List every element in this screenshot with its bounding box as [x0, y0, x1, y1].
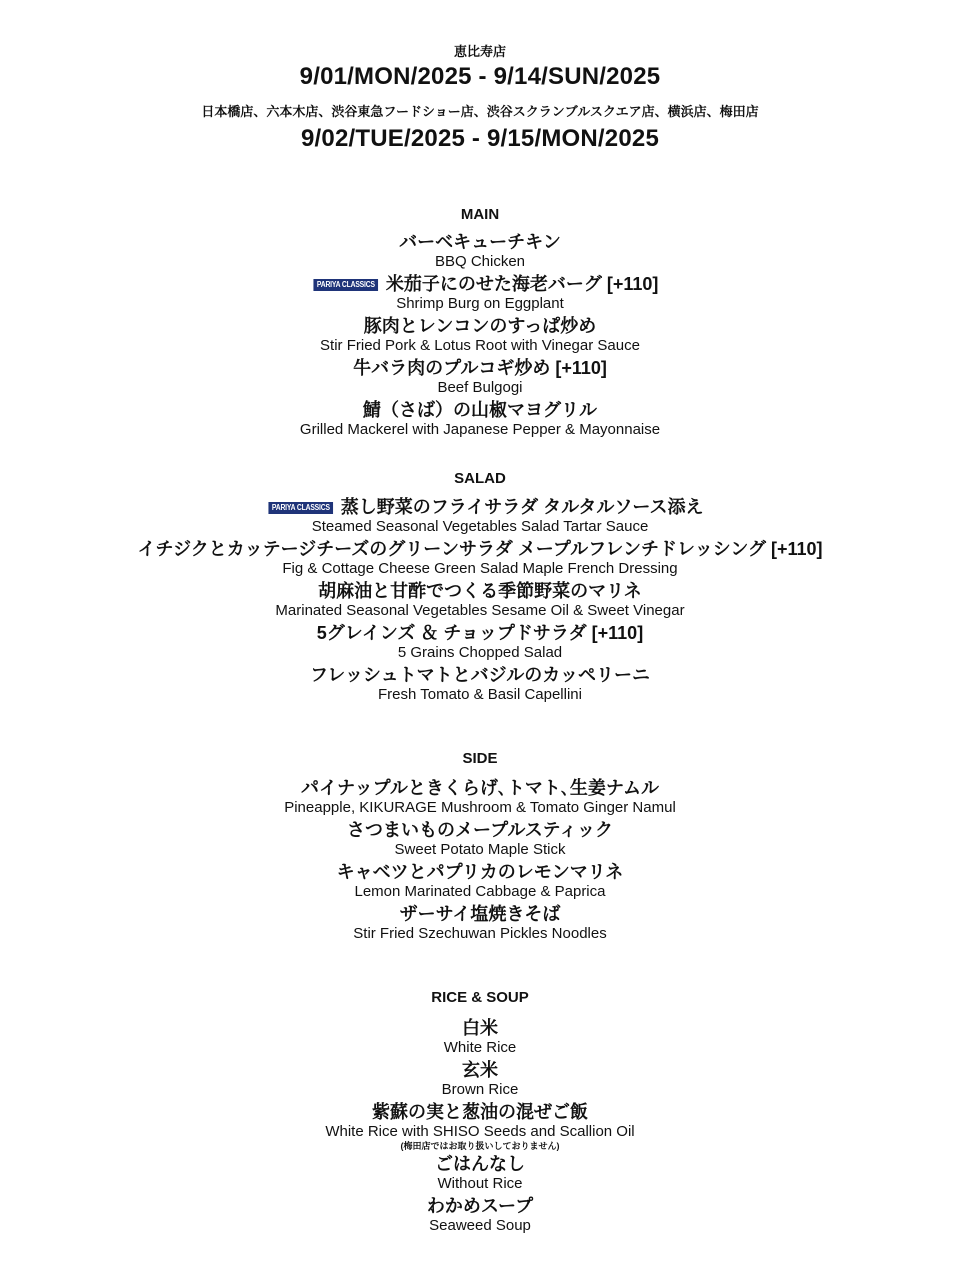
item-name-jp-with-badge	[0, 273, 960, 295]
item-name-en: Marinated Seasonal Vegetables Sesame Oil & Sweet Vinegar	[275, 602, 685, 619]
menu-item-rice-4	[0, 1153, 960, 1193]
store-other-branches: 日本橋店、六本木店、渋谷東急フードショー店、渋谷スクランブルスクエア店、横浜店、梅田店	[201, 104, 759, 119]
item-name-jp: パイナップルときくらげ､トマト､生姜ナムル	[300, 778, 660, 798]
menu-item-rice-1	[0, 1017, 960, 1057]
period-ebisu: 9/01/MON/2025 - 9/14/SUN/2025	[299, 63, 661, 90]
menu-item-main-1	[0, 231, 960, 271]
pariya-classics-badge: PARIYA CLASSICS	[268, 502, 333, 514]
item-name-en: Seaweed Soup	[429, 1217, 531, 1234]
item-name-jp-with-badge	[0, 496, 960, 518]
item-name-jp: バーベキューチキン	[399, 232, 561, 252]
item-name-en: Lemon Marinated Cabbage & Paprica	[354, 883, 606, 900]
item-name-jp: ごはんなし	[435, 1154, 525, 1174]
item-name-en: Beef Bulgogi	[437, 379, 523, 396]
item-name-jp: ザーサイ塩焼きそば	[399, 904, 561, 924]
item-name-jp: 玄米	[462, 1060, 498, 1080]
menu-item-main-3	[0, 315, 960, 355]
item-name-en: Stir Fried Pork & Lotus Root with Vinegar Sauce	[320, 337, 640, 354]
menu-item-main-2	[0, 273, 960, 313]
item-name-en: Steamed Seasonal Vegetables Salad Tartar Sauce	[311, 518, 649, 535]
item-name-jp: 蒸し野菜のフライサラダ タルタルソース添え	[340, 497, 704, 517]
item-name-jp: フレッシュトマトとバジルのカッペリーニ	[309, 665, 651, 685]
item-name-jp: 紫蘇の実と葱油の混ぜご飯	[372, 1102, 588, 1122]
menu-item-side-3	[0, 861, 960, 901]
item-name-en: Grilled Mackerel with Japanese Pepper & Mayonnaise	[299, 421, 661, 438]
menu-item-salad-4	[0, 622, 960, 662]
menu-item-side-2	[0, 819, 960, 859]
item-name-jp: 白米	[462, 1018, 498, 1038]
menu-item-side-1	[0, 777, 960, 817]
item-name-en: Fig & Cottage Cheese Green Salad Maple French Dressing	[282, 560, 678, 577]
availability-note: (梅田店ではお取り扱いしておりません)	[400, 1141, 560, 1151]
menu-item-salad-2	[0, 538, 960, 578]
item-name-en: Without Rice	[437, 1175, 523, 1192]
item-name-jp: 鯖（さば）の山椒マヨグリル	[363, 400, 597, 420]
item-name-en: Shrimp Burg on Eggplant	[396, 295, 564, 312]
item-name-jp: 米茄子にのせた海老バーグ [+110]	[385, 274, 659, 294]
menu-item-side-4	[0, 903, 960, 943]
section-title-side: SIDE	[462, 750, 498, 767]
section-title-salad: SALAD	[454, 470, 506, 487]
item-name-jp: キャベツとパプリカのレモンマリネ	[336, 862, 624, 882]
item-name-en: White Rice with SHISO Seeds and Scallion Oil	[325, 1123, 635, 1140]
menu-item-salad-1	[0, 496, 960, 536]
menu-item-main-5	[0, 399, 960, 439]
item-name-jp: 豚肉とレンコンのすっぱ炒め	[363, 316, 597, 336]
menu-item-salad-3	[0, 580, 960, 620]
pariya-classics-badge: PARIYA CLASSICS	[313, 279, 378, 291]
item-name-en: Stir Fried Szechuwan Pickles Noodles	[353, 925, 607, 942]
item-name-jp: さつまいものメープルスティック	[346, 820, 614, 840]
item-name-jp: 牛バラ肉のプルコギ炒め [+110]	[353, 358, 607, 378]
item-name-jp: 5グレインズ ＆ チョップドサラダ [+110]	[316, 623, 644, 643]
store-ebisu: 恵比寿店	[453, 44, 506, 59]
item-name-jp: わかめスープ	[426, 1196, 534, 1216]
menu-item-main-4	[0, 357, 960, 397]
menu-item-salad-5	[0, 664, 960, 704]
menu-item-soup-1	[0, 1195, 960, 1235]
period-other-branches: 9/02/TUE/2025 - 9/15/MON/2025	[301, 125, 659, 152]
item-name-jp: イチジクとカッテージチーズのグリーンサラダ メープルフレンチドレッシング [+110]	[137, 539, 823, 559]
section-title-main: MAIN	[460, 206, 500, 223]
item-name-en: White Rice	[443, 1039, 517, 1056]
item-name-en: Sweet Potato Maple Stick	[394, 841, 566, 858]
menu-item-rice-3	[0, 1101, 960, 1152]
menu-item-rice-2	[0, 1059, 960, 1099]
item-name-jp: 胡麻油と甘酢でつくる季節野菜のマリネ	[318, 581, 642, 601]
item-name-en: 5 Grains Chopped Salad	[397, 644, 563, 661]
item-name-en: Fresh Tomato & Basil Capellini	[378, 686, 582, 703]
section-title-rice-soup: RICE & SOUP	[431, 989, 529, 1006]
item-name-en: BBQ Chicken	[434, 253, 526, 270]
item-name-en: Brown Rice	[441, 1081, 519, 1098]
item-name-en: Pineapple, KIKURAGE Mushroom & Tomato Ginger Namul	[284, 799, 676, 816]
